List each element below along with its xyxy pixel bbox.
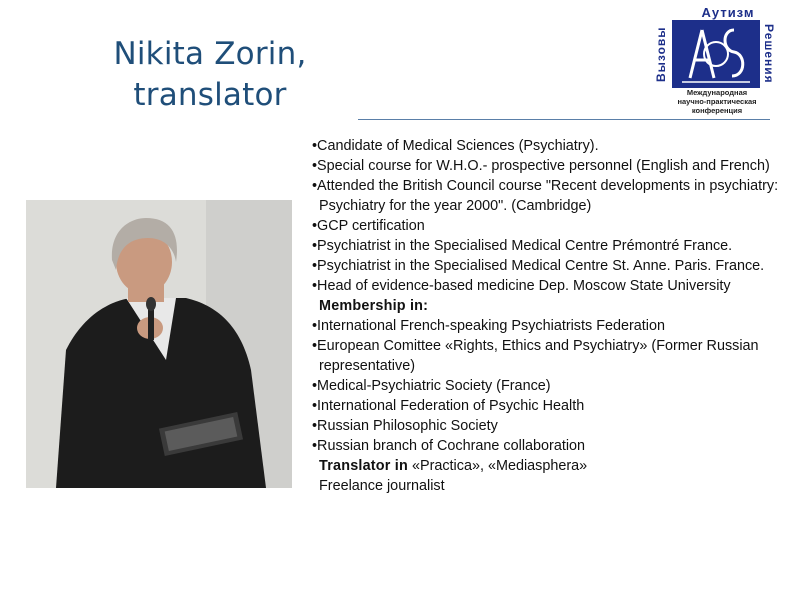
list-item: • International French-speaking Psychiatrists Federation (312, 316, 792, 336)
list-item: • Russian branch of Cochrane collaboration (312, 436, 792, 456)
freelance-line: Freelance journalist (319, 478, 445, 494)
slide-title (90, 34, 330, 116)
list-item: • Head of evidence-based medicine Dep. Moscow State University (312, 276, 792, 296)
membership-heading: Membership in: (319, 298, 429, 314)
logo-emblem-icon (672, 20, 760, 88)
logo-word-autism: Аутизм (701, 5, 755, 20)
speaker-photo-image (26, 200, 292, 488)
list-item: • Special course for W.H.O.- prospective personnel (English and French) (312, 156, 792, 176)
logo-caption-line3: конференция (691, 106, 743, 115)
logo-caption (652, 88, 782, 115)
bio-list (312, 136, 792, 296)
list-item: • Russian Philosophic Society (312, 416, 792, 436)
list-item: • International Federation of Psychic Health (312, 396, 792, 416)
logo-word-solutions: Решения (762, 24, 776, 84)
bio-content (312, 136, 792, 496)
logo-caption-line1: Международная (686, 88, 748, 97)
logo-word-challenges: Вызовы (654, 26, 668, 82)
list-item: • European Comittee «Rights, Ethics and Psychiatry» (Former Russian representative) (312, 336, 792, 376)
title-name: Nikita Zorin, (113, 36, 307, 72)
translator-value: «Practica», «Mediasphera» (407, 458, 588, 474)
conference-logo (652, 5, 780, 115)
list-item: • Psychiatrist in the Specialised Medical Centre Prémontré France. (312, 236, 792, 256)
list-item: • Medical-Psychiatric Society (France) (312, 376, 792, 396)
membership-list (312, 316, 792, 456)
translator-label: Translator in (319, 458, 408, 474)
speaker-photo (26, 200, 292, 488)
title-role: translator (133, 77, 287, 113)
logo-emblem (672, 20, 760, 88)
list-item: • GCP certification (312, 216, 792, 236)
translator-line (312, 456, 792, 476)
list-item: • Psychiatrist in the Specialised Medical Centre St. Anne. Paris. France. (312, 256, 792, 276)
title-divider (358, 119, 770, 120)
list-item: • Attended the British Council course "Recent developments in psychiatry: Psychiatry for the year 2000". (Cambridge) (312, 176, 792, 216)
list-item: • Candidate of Medical Sciences (Psychiatry). (312, 136, 792, 156)
logo-caption-line2: научно-практическая (677, 97, 757, 106)
